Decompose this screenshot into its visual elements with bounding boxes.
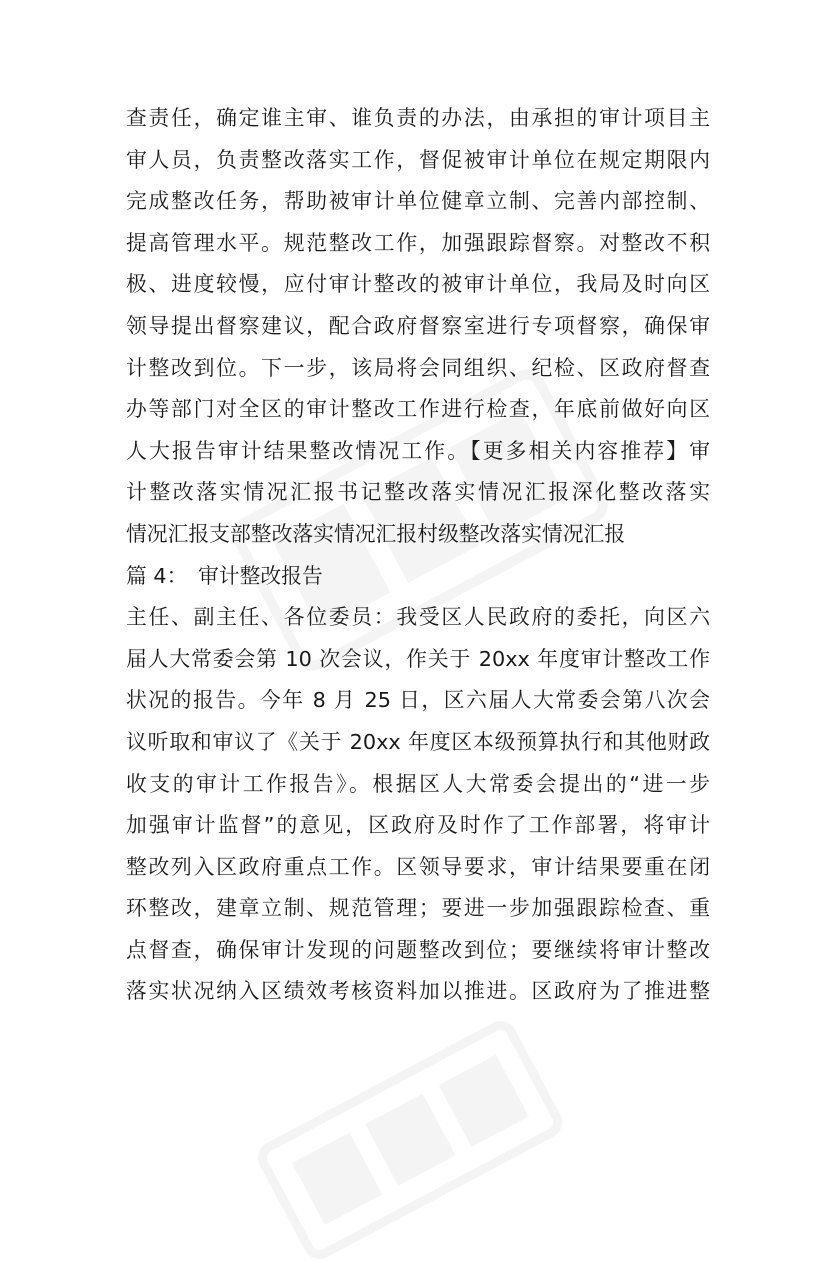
- paragraph-line: 落实状况纳入区绩效考核资料加以推进。区政府为了推进整: [126, 979, 710, 1004]
- paragraph-line: 届人大常委会第 10 次会议，作关于 20xx 年度审计整改工作: [126, 646, 710, 671]
- paragraph-line: 情况汇报支部整改落实情况汇报村级整改落实情况汇报: [126, 521, 626, 546]
- paragraph-line: 主任、副主任、各位委员：我受区人民政府的委托，向区六: [126, 605, 710, 630]
- paragraph-line: 领导提出督察建议，配合政府督察室进行专项督察，确保审: [126, 313, 710, 338]
- paragraph-line: 收支的审计工作报告》。根据区人大常委会提出的“进一步: [126, 771, 710, 796]
- paragraph-line: 极、进度较慢，应付审计整改的被审计单位，我局及时向区: [126, 272, 710, 297]
- document-body: [126, 98, 710, 1013]
- paragraph-line: 计整改到位。下一步，该局将会同组织、纪检、区政府督查: [126, 355, 710, 380]
- section-heading-title: 审计整改报告: [198, 563, 323, 588]
- paragraph-line: 审人员，负责整改落实工作，督促被审计单位在规定期限内: [126, 147, 710, 172]
- paragraph-line: 查责任，确定谁主审、谁负责的办法，由承担的审计项目主: [126, 106, 710, 130]
- paragraph-line: 环整改，建章立制、规范管理；要进一步加强跟踪检查、重: [126, 896, 710, 921]
- paragraph-line: 人大报告审计结果整改情况工作。【更多相关内容推荐】审: [126, 438, 710, 463]
- paragraph-line: 议听取和审议了《关于 20xx 年度区本级预算执行和其他财政: [126, 729, 710, 754]
- paragraph-line: 加强审计监督”的意见，区政府及时作了工作部署，将审计: [126, 813, 710, 838]
- paragraph-line: 状况的报告。今年 8 月 25 日，区六届人大常委会第八次会: [126, 688, 710, 713]
- paragraph-line: 整改列入区政府重点工作。区领导要求，审计结果要重在闭: [126, 854, 710, 879]
- paragraph-line: 计整改落实情况汇报书记整改落实情况汇报深化整改落实: [126, 480, 710, 505]
- paragraph-line: 点督查，确保审计发现的问题整改到位；要继续将审计整改: [126, 937, 710, 962]
- paragraph-line: 提高管理水平。规范整改工作，加强跟踪督察。对整改不积: [126, 230, 710, 255]
- paragraph-line: 完成整改任务，帮助被审计单位健章立制、完善内部控制、: [126, 189, 710, 214]
- paragraph-line: 办等部门对全区的审计整改工作进行检查，年底前做好向区: [126, 397, 710, 422]
- section-heading: [126, 556, 710, 598]
- section-heading-label: 篇 4：: [126, 563, 188, 588]
- watermark-icon: [240, 999, 580, 1281]
